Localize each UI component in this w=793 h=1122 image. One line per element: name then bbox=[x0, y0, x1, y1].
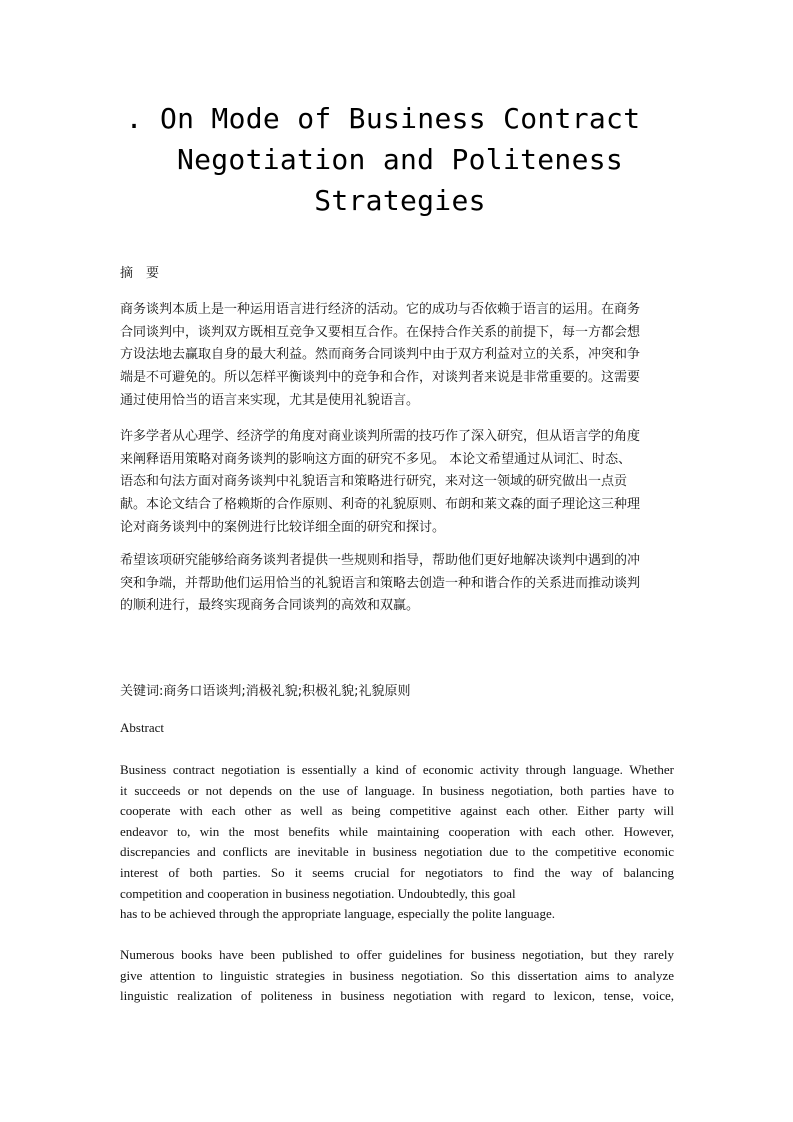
cn-line: 论对商务谈判中的案例进行比较详细全面的研究和探讨。 bbox=[120, 519, 446, 535]
en-paragraph bbox=[120, 760, 674, 925]
en-line: Numerous books have been published to offer guidelines for business negotiation, but they rarely bbox=[120, 947, 674, 962]
keywords: 关键词:商务口语谈判;消极礼貌;积极礼貌;礼貌原则 bbox=[120, 684, 411, 699]
cn-line: 合同谈判中，谈判双方既相互竞争又要相互合作。在保持合作关系的前提下，每一方都会想 bbox=[120, 324, 641, 340]
title-line: . On Mode of Business Contract bbox=[125, 102, 641, 135]
cn-line: 通过使用恰当的语言来实现，尤其是使用礼貌语言。 bbox=[120, 392, 420, 408]
en-line: interest of both parties. So it seems crucial for negotiators to find the way of balancing bbox=[120, 864, 674, 880]
title-line: Strategies bbox=[314, 184, 486, 217]
en-line: give attention to linguistic strategies in business negotiation. So this dissertation aims to analyze bbox=[120, 967, 674, 983]
cn-paragraph bbox=[120, 426, 674, 540]
en-line: linguistic realization of politeness in business negotiation with regard to lexicon, tense, voice, bbox=[120, 988, 674, 1004]
cn-line: 方设法地去赢取自身的最大利益。然而商务合同谈判中由于双方利益对立的关系，冲突和争 bbox=[120, 347, 641, 363]
cn-line: 的顺利进行，最终实现商务合同谈判的高效和双赢。 bbox=[120, 598, 420, 614]
en-line: cooperate with each other as well as being competitive against each other. Either party will bbox=[120, 803, 674, 819]
en-line: competition and cooperation in business negotiation. Undoubtedly, this goal bbox=[120, 885, 516, 901]
en-line: has to be achieved through the appropriate language, especially the polite language. bbox=[120, 906, 555, 922]
en-line: discrepancies and conflicts are inevitable in business negotiation due to the competitive economic bbox=[120, 844, 674, 860]
en-line: Business contract negotiation is essentially a kind of economic activity through language. Whether bbox=[120, 762, 674, 777]
cn-paragraph bbox=[120, 550, 674, 618]
title-line: Negotiation and Politeness bbox=[176, 143, 624, 176]
cn-paragraph bbox=[120, 299, 674, 413]
cn-line: 希望该项研究能够给商务谈判者提供一些规则和指导，帮助他们更好地解决谈判中遇到的冲 bbox=[120, 553, 641, 568]
en-paragraph bbox=[120, 945, 674, 1007]
cn-line: 许多学者从心理学、经济学的角度对商业谈判所需的技巧作了深入研究，但从语言学的角度 bbox=[120, 429, 641, 444]
en-abstract-heading: Abstract bbox=[120, 720, 165, 735]
cn-line: 语态和句法方面对商务谈判中礼貌语言和策略进行研究，来对这一领域的研究做出一点贡 bbox=[120, 474, 628, 490]
cn-abstract-heading: 摘 要 bbox=[120, 266, 160, 281]
cn-line: 突和争端，并帮助他们运用恰当的礼貌语言和策略去创造一种和谐合作的关系进而推动谈判 bbox=[120, 575, 641, 591]
en-line: it succeeds or not depends on the use of language. In business negotiation, both parties have to bbox=[120, 782, 674, 798]
cn-line: 端是不可避免的。所以怎样平衡谈判中的竞争和合作，对谈判者来说是非常重要的。这需要 bbox=[120, 370, 641, 386]
cn-line: 商务谈判本质上是一种运用语言进行经济的活动。它的成功与否依赖于语言的运用。在商务 bbox=[120, 302, 641, 317]
cn-line: 来阐释语用策略对商务谈判的影响这方面的研究不多见。 本论文希望通过从词汇、时态、 bbox=[120, 451, 632, 467]
document-title bbox=[100, 98, 700, 221]
cn-line: 献。本论文结合了格赖斯的合作原则、利奇的礼貌原则、布朗和莱文森的面子理论这三种理 bbox=[120, 497, 641, 513]
en-line: endeavor to, win the most benefits while maintaining cooperation with each other. However, bbox=[120, 823, 674, 839]
